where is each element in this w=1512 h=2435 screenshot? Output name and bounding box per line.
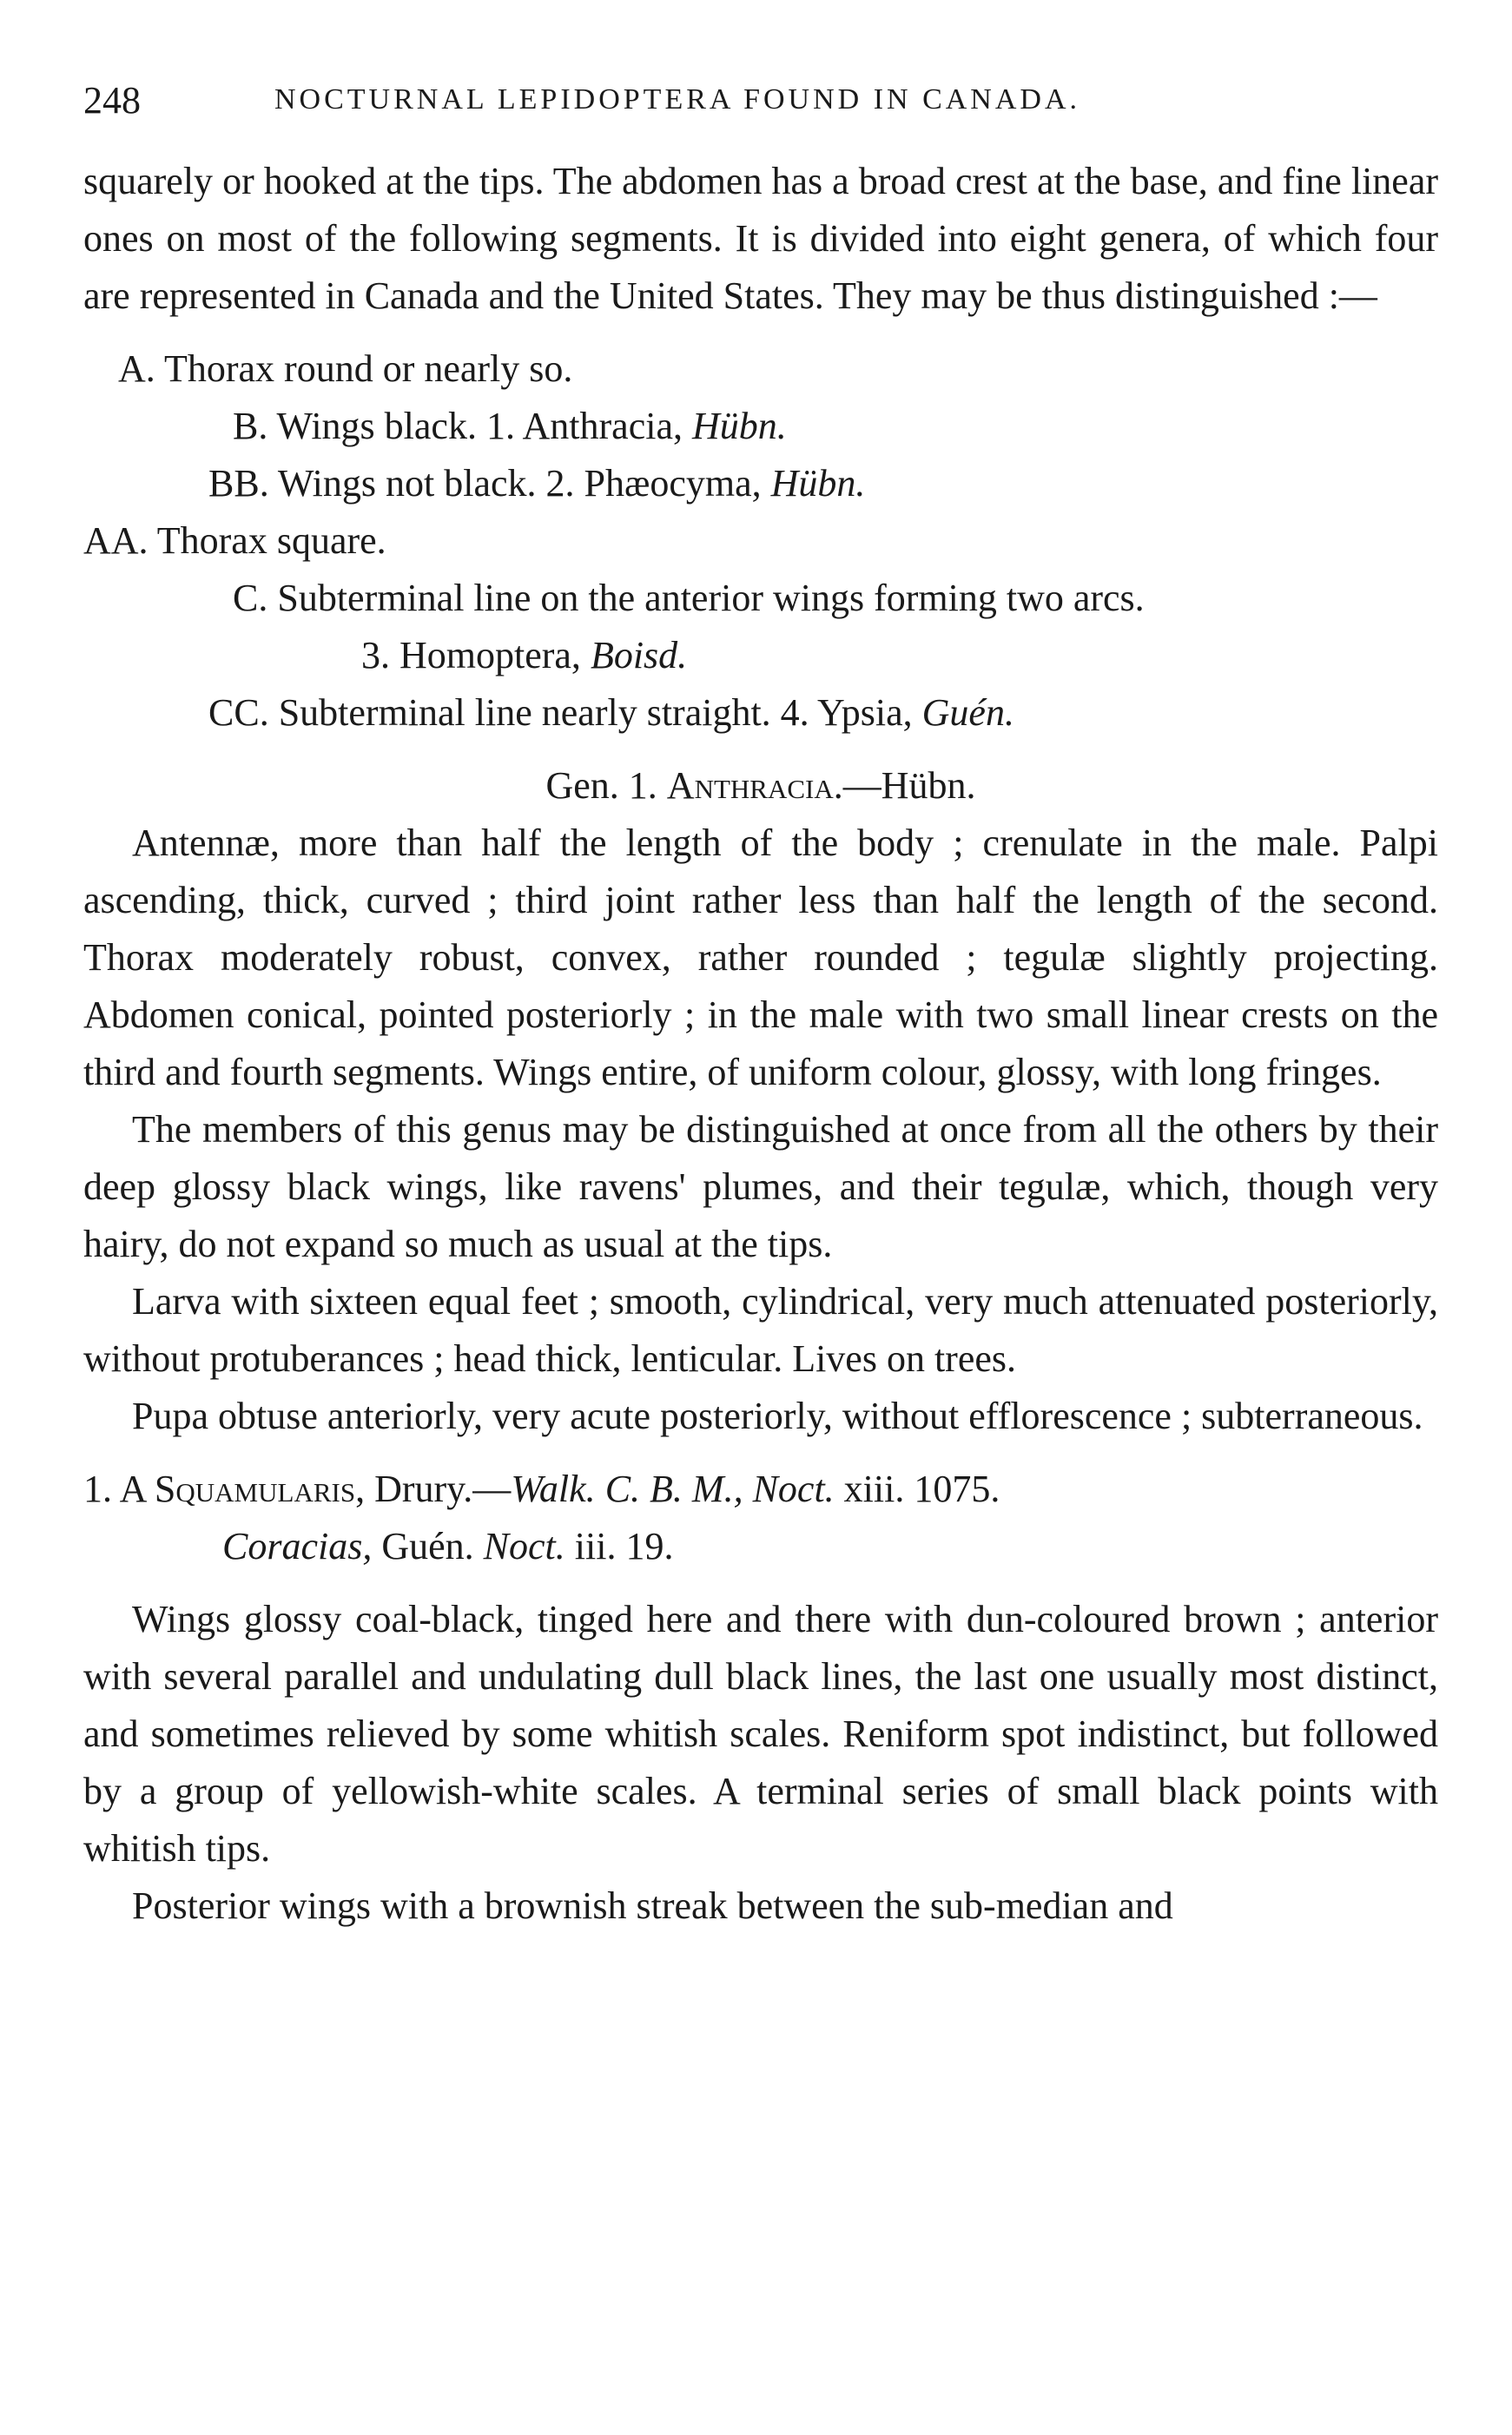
key-line-c: C. Subterminal line on the anterior wings forming two arcs. — [233, 577, 1145, 619]
key-line-a: A. Thorax round or nearly so. — [118, 347, 573, 390]
page-header — [83, 78, 1429, 130]
species-synonym: Coracias, Guén. Noct. iii. 19. — [222, 1525, 674, 1567]
page-number: 248 — [83, 79, 141, 122]
larva-description: Larva with sixteen equal feet ; smooth, cylindrical, very much attenuated posteriorly, without protuberances ; head thick, lenticular. Lives on trees. — [83, 1280, 1438, 1380]
species-heading: 1. A Squamularis, Drury.—Walk. C. B. M., Noct. xiii. 1075. — [83, 1468, 1000, 1510]
species-description: Wings glossy coal-black, tinged here and there with dun-coloured brown ; anterior with several parallel and undulating dull black lines, the last one usually most distinct, and sometimes relieved by some whitish scales. Reniform spot indistinct, but followed by a group of yellowish-white scales. A terminal series of small black points with whitish tips. — [83, 1598, 1438, 1870]
key-line-c3: 3. Homoptera, Boisd. — [361, 634, 688, 676]
genus-heading: Gen. 1. Anthracia.—Hübn. — [545, 764, 976, 807]
key-line-bb: BB. Wings not black. 2. Phæocyma, Hübn. — [208, 462, 866, 505]
running-title: NOCTURNAL LEPIDOPTERA FOUND IN CANADA. — [274, 83, 1081, 115]
intro-paragraph: squarely or hooked at the tips. The abdomen has a broad crest at the base, and fine linear ones on most of the following segments. It is divided into eight genera, of which four are represented in Canada and the United States. They may be thus distinguished :— — [83, 160, 1438, 317]
genus-description: Antennæ, more than half the length of the body ; crenulate in the male. Palpi ascending, thick, curved ; third joint rather less than half the length of the second. Thorax moderately robust, convex, rather rounded ; tegulæ slightly projecting. Abdomen conical, pointed posteriorly ; in the male with two small linear crests on the third and fourth segments. Wings entire, of uniform colour, glossy, with long fringes. — [83, 822, 1438, 1093]
key-line-aa: AA. Thorax square. — [83, 519, 386, 562]
genus-distinction: The members of this genus may be distinguished at once from all the others by their deep glossy black wings, like ravens' plumes, and their tegulæ, which, though very hairy, do not expand so much as usual at the tips. — [83, 1108, 1438, 1265]
key-line-cc: CC. Subterminal line nearly straight. 4. Ypsia, Guén. — [208, 691, 1014, 734]
posterior-wings-description: Posterior wings with a brownish streak between the sub-median and — [132, 1884, 1173, 1927]
pupa-description: Pupa obtuse anteriorly, very acute posteriorly, without efflorescence ; subterraneous. — [132, 1395, 1423, 1437]
key-line-b: B. Wings black. 1. Anthracia, Hübn. — [233, 405, 787, 447]
page-body — [83, 153, 1438, 1935]
